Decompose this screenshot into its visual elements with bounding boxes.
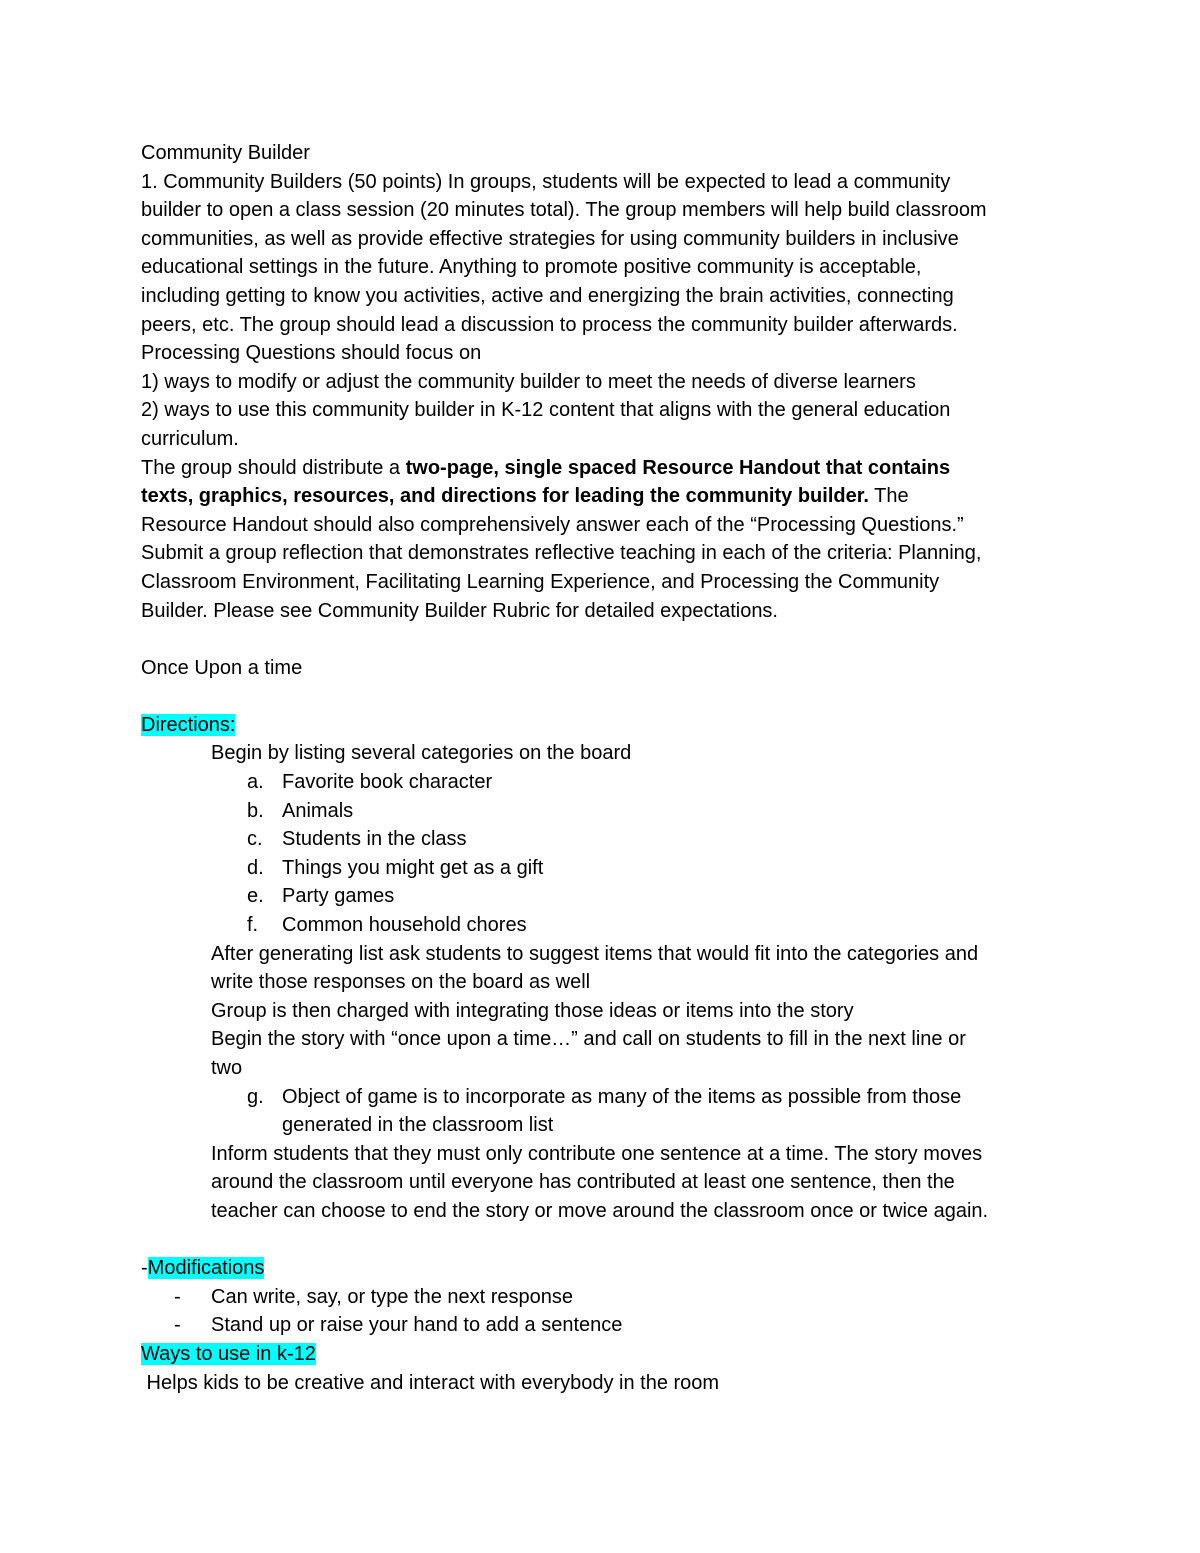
assignment-line: communities, as well as provide effective strategies for using community builders in inclusive <box>141 227 959 250</box>
list-item <box>141 911 1071 940</box>
directions-line: around the classroom until everyone has contributed at least one sentence, then the <box>211 1171 955 1194</box>
distribute-bold-text: two-page, single spaced Resource Handout that contains <box>405 456 951 479</box>
list-marker: c. <box>247 828 263 851</box>
directions-line: Inform students that they must only contribute one sentence at a time. The story moves <box>211 1142 983 1165</box>
directions-heading-line <box>141 711 1071 740</box>
document-title: Community Builder <box>141 142 310 164</box>
list-item <box>141 1283 1071 1312</box>
assignment-line: 2) ways to use this community builder in K-12 content that aligns with the general education <box>141 399 951 422</box>
assignment-line: Processing Questions should focus on <box>141 342 482 365</box>
assignment-line: builder to open a class session (20 minutes total). The group members will help build classroom <box>141 199 987 222</box>
directions-line: Begin the story with “once upon a time…” and call on students to fill in the next line or <box>211 1028 966 1051</box>
distribute-line <box>141 454 1071 483</box>
list-item-text: generated in the classroom list <box>282 1114 554 1137</box>
assignment-line: educational settings in the future. Anything to promote positive community is acceptable, <box>141 256 922 279</box>
list-item-text: Can write, say, or type the next response <box>211 1285 574 1308</box>
categories-list <box>141 768 1071 940</box>
list-item-text: Object of game is to incorporate as many of the items as possible from those <box>282 1085 962 1108</box>
list-item-text: Students in the class <box>282 828 467 851</box>
blank-line <box>141 1226 1071 1255</box>
distribute-bold-text: texts, graphics, resources, and directions for leading the community builder. <box>141 485 869 508</box>
assignment-line: Submit a group reflection that demonstrates reflective teaching in each of the criteria: Planning, <box>141 542 982 565</box>
k12-heading: Ways to use in k-12 <box>141 1342 316 1365</box>
list-marker: a. <box>247 771 264 794</box>
list-marker: f. <box>247 914 259 937</box>
blank-line <box>141 682 1071 711</box>
modifications-prefix: - <box>141 1257 148 1280</box>
list-marker: b. <box>247 799 264 822</box>
assignment-line: curriculum. <box>141 427 239 450</box>
list-item-text: Animals <box>282 799 354 822</box>
object-list <box>141 1083 1071 1140</box>
distribute-prefix: The group should distribute a <box>141 456 406 479</box>
assignment-line: Builder. Please see Community Builder Rubric for detailed expectations. <box>141 599 778 622</box>
list-item <box>141 797 1071 826</box>
blank-line <box>141 625 1071 654</box>
list-item <box>141 1083 1071 1140</box>
directions-line: write those responses on the board as well <box>211 971 591 994</box>
list-item-text: Favorite book character <box>282 771 493 794</box>
directions-line: teacher can choose to end the story or move around the classroom once or twice again. <box>211 1199 989 1222</box>
list-item-text: Things you might get as a gift <box>282 856 544 879</box>
k12-heading-line <box>141 1340 1071 1369</box>
list-item <box>141 882 1071 911</box>
list-item <box>141 768 1071 797</box>
k12-text: Helps kids to be creative and interact with everybody in the room <box>141 1371 720 1394</box>
list-item <box>141 1311 1071 1340</box>
activity-title: Once Upon a time <box>141 656 303 679</box>
directions-line: After generating list ask students to suggest items that would fit into the categories and <box>211 942 979 965</box>
list-item-text: Common household chores <box>282 914 527 937</box>
distribute-line <box>141 482 1071 511</box>
list-item-text: Party games <box>282 885 395 908</box>
directions-line: Group is then charged with integrating those ideas or items into the story <box>211 999 854 1022</box>
assignment-line: Classroom Environment, Facilitating Learning Experience, and Processing the Community <box>141 570 940 593</box>
modifications-list <box>141 1283 1071 1340</box>
list-item-text: Stand up or raise your hand to add a sentence <box>211 1314 623 1337</box>
list-item <box>141 854 1071 883</box>
list-marker: - <box>174 1314 181 1337</box>
modifications-heading-line <box>141 1254 1071 1283</box>
directions-heading: Directions: <box>141 713 236 736</box>
assignment-line: 1) ways to modify or adjust the community builder to meet the needs of diverse learners <box>141 370 916 393</box>
list-marker: e. <box>247 885 264 908</box>
document-page <box>141 139 1071 1397</box>
assignment-line: peers, etc. The group should lead a discussion to process the community builder afterwards. <box>141 313 958 336</box>
list-marker: - <box>174 1285 181 1308</box>
list-marker: d. <box>247 856 264 879</box>
assignment-line: including getting to know you activities, active and energizing the brain activities, connecting <box>141 284 954 307</box>
modifications-heading: Modifications <box>147 1257 265 1280</box>
directions-intro: Begin by listing several categories on the board <box>211 742 632 765</box>
list-item <box>141 825 1071 854</box>
distribute-suffix: The <box>868 485 909 508</box>
assignment-line: Resource Handout should also comprehensively answer each of the “Processing Questions.” <box>141 513 964 536</box>
list-marker: g. <box>247 1085 264 1108</box>
assignment-line: 1. Community Builders (50 points) In groups, students will be expected to lead a community <box>141 170 951 193</box>
directions-line: two <box>211 1057 243 1079</box>
